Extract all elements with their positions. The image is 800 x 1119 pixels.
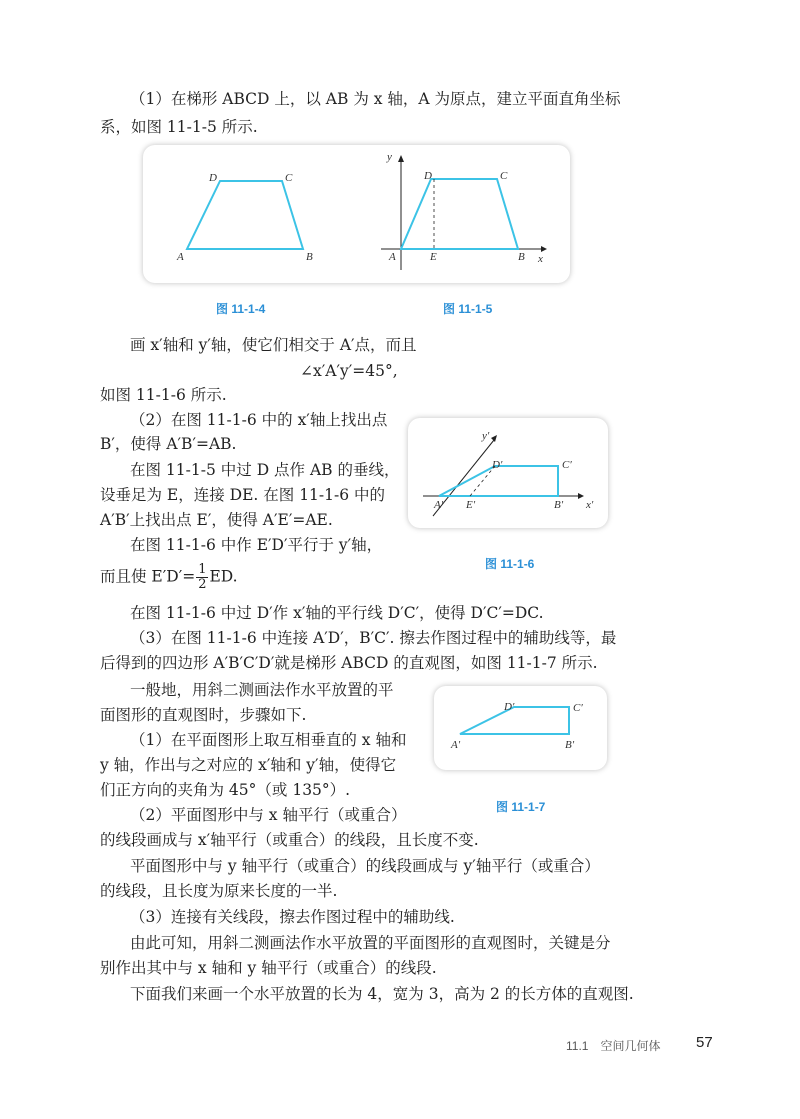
footer-section: 11.1 空间几何体 [566,1039,661,1053]
label-y: y [387,151,392,163]
label-a-prime: A′ [451,739,461,751]
label-d-prime: D′ [504,701,515,713]
y-axis-arrow [398,155,404,162]
trapezoid-abcd-coords [401,179,518,249]
para-line: （1）在梯形 ABCD 上，以 AB 为 x 轴，A 为原点，建立平面直角坐标 [130,90,621,108]
label-a: A [389,251,396,263]
para-line: 在图 11-1-6 中作 E′D′平行于 y′轴， [130,536,383,554]
para-line: 的线段，且长度为原来长度的一半. [100,882,338,900]
para-line [100,563,238,592]
para-line: 在图 11-1-6 中过 D′作 x′轴的平行线 D′C′，使得 D′C′=DC. [130,604,544,622]
para-line: 画 x′轴和 y′轴，使它们相交于 A′点，而且 [130,336,417,354]
para-line: 平面图形中与 y 轴平行（或重合）的线段画成与 y′轴平行（或重合） [130,857,600,875]
label-c-prime: C′ [573,702,583,714]
label-b-prime: B′ [565,739,575,751]
caption-fig-11-1-5: 图 11-1-5 [443,302,493,316]
x-prime-axis-arrow [578,493,584,499]
para-line: 系，如图 11-1-5 所示. [100,118,258,136]
para-line: ∠x′A′y′=45°, [300,362,398,380]
figure-card-6 [408,418,608,528]
y-prime-axis-arrow [491,435,497,442]
para-line: 别作出其中与 x 轴和 y 轴平行（或重合）的线段. [100,959,437,977]
figure-11-1-7 [434,686,607,770]
para-line: y 轴，作出与之对应的 x′轴和 y′轴，使得它 [100,756,397,774]
para-line: A′B′上找出点 E′，使得 A′E′=AE. [100,511,333,529]
para-line: 如图 11-1-6 所示. [100,386,227,404]
fraction-denominator: 2 [198,577,207,592]
figure-card-4-5 [143,145,570,283]
caption-fig-11-1-6: 图 11-1-6 [485,557,535,571]
para-line: 下面我们来画一个水平放置的长为 4，宽为 3，高为 2 的长方体的直观图. [130,985,634,1003]
caption-fig-11-1-7: 图 11-1-7 [496,800,546,814]
label-a-prime: A′ [434,499,444,511]
label-b: B [518,251,525,263]
para-line: 设垂足为 E，连接 DE. 在图 11-1-6 中的 [100,486,386,504]
para-line: （2）平面图形中与 x 轴平行（或重合） [130,806,407,824]
label-d: D [209,172,217,184]
label-c-prime: C′ [562,459,572,471]
fraction-one-half [196,563,208,592]
para-line: 的线段画成与 x′轴平行（或重合）的线段，且长度不变. [100,831,479,849]
label-x: x [538,253,543,265]
label-e: E [430,251,437,263]
quadrilateral-a-b-c-d-prime [460,707,569,734]
label-d: D [424,170,432,182]
label-y-prime: y′ [482,430,490,442]
text: 而且使 E′D′= [100,567,196,586]
para-line: （3）连接有关线段，擦去作图过程中的辅助线. [130,908,455,926]
figure-card-7 [434,686,607,770]
caption-fig-11-1-4: 图 11-1-4 [216,302,266,316]
label-b-prime: B′ [554,499,564,511]
label-a: A [177,251,184,263]
para-line: 一般地，用斜二测画法作水平放置的平 [130,681,394,699]
trapezoid-abcd [187,181,303,249]
para-line: 由此可知，用斜二测画法作水平放置的平面图形的直观图时，关键是分 [130,934,611,952]
label-x-prime: x′ [586,499,594,511]
label-e-prime: E′ [466,499,476,511]
para-line: （3）在图 11-1-6 中连接 A′D′，B′C′. 擦去作图过程中的辅助线等，最 [130,629,617,647]
label-d-prime: D′ [492,459,503,471]
figure-11-1-4-and-5 [143,145,570,283]
label-c: C [285,172,293,184]
text: ED. [209,567,238,586]
x-axis-arrow [541,246,547,252]
page-number: 57 [696,1034,713,1051]
fraction-numerator: 1 [198,562,207,577]
para-line: （1）在平面图形上取互相垂直的 x 轴和 [130,731,407,749]
para-line: 后得到的四边形 A′B′C′D′就是梯形 ABCD 的直观图，如图 11-1-7 所示. [100,654,598,672]
para-line: B′，使得 A′B′=AB. [100,435,237,453]
para-line: 在图 11-1-5 中过 D 点作 AB 的垂线， [130,461,400,479]
para-line: 们正方向的夹角为 45°（或 135°）. [100,781,351,799]
label-c: C [500,170,508,182]
para-line: 面图形的直观图时，步骤如下. [100,706,307,724]
label-b: B [306,251,313,263]
para-line: （2）在图 11-1-6 中的 x′轴上找出点 [130,411,388,429]
figure-11-1-6 [408,418,608,528]
